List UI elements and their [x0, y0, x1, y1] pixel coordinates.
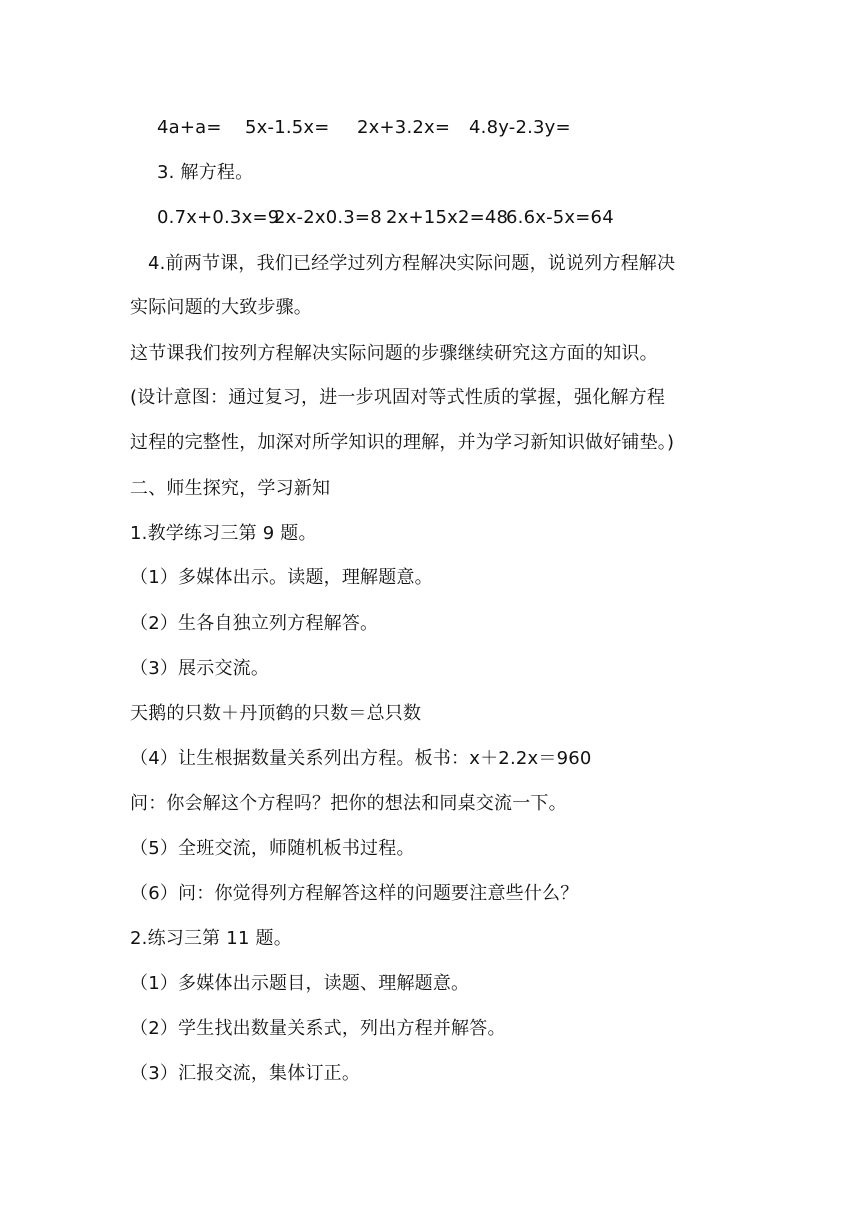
expression-3: 2x+3.2x=: [357, 117, 451, 138]
intro-paragraph: 这节课我们按列方程解决实际问题的步骤继续研究这方面的知识。: [130, 343, 658, 364]
task1-step-5: （5）全班交流，师随机板书过程。: [130, 838, 415, 859]
expression-2: 5x-1.5x=: [245, 117, 330, 138]
task1-step-1: （1）多媒体出示。读题，理解题意。: [130, 567, 433, 588]
item4-line-2: 实际问题的大致步骤。: [130, 297, 312, 318]
expression-1: 4a+a=: [157, 117, 222, 138]
item4-line-1: 4.前两节课，我们已经学过列方程解决实际问题，说说列方程解决: [148, 253, 676, 274]
task1-step-6: （6）问：你觉得列方程解答这样的问题要注意些什么？: [130, 883, 579, 904]
design-intent-line-2: 过程的完整性，加深对所学知识的理解，并为学习新知识做好铺垫。): [130, 432, 675, 453]
task2-step-1: （1）多媒体出示题目，读题、理解题意。: [130, 973, 470, 994]
design-intent-line-1: (设计意图：通过复习，进一步巩固对等式性质的掌握，强化解方程: [130, 387, 666, 408]
item3-heading: 3. 解方程。: [157, 162, 254, 183]
equation-1: 0.7x+0.3x=9: [157, 207, 280, 228]
task1-step-4: （4）让生根据数量关系列出方程。板书：x＋2.2x＝960: [130, 748, 592, 769]
equation-2: 2x-2x0.3=8: [274, 207, 382, 228]
expression-4: 4.8y-2.3y=: [469, 117, 571, 138]
task1-step-3: （3）展示交流。: [130, 658, 270, 679]
task2-title: 2.练习三第 11 题。: [130, 928, 292, 949]
task1-question: 问：你会解这个方程吗？把你的想法和同桌交流一下。: [130, 793, 567, 814]
task2-step-2: （2）学生找出数量关系式，列出方程并解答。: [130, 1018, 506, 1039]
equation-4: 6.6x-5x=64: [506, 207, 614, 228]
task1-relation: 天鹅的只数＋丹顶鹤的只数＝总只数: [130, 703, 422, 724]
section-2-heading: 二、师生探究，学习新知: [130, 478, 331, 499]
task1-title: 1.教学练习三第 9 题。: [130, 523, 317, 544]
equation-3: 2x+15x2=48: [386, 207, 509, 228]
task2-step-3: （3）汇报交流，集体订正。: [130, 1063, 361, 1084]
task1-step-2: （2）生各自独立列方程解答。: [130, 613, 379, 634]
